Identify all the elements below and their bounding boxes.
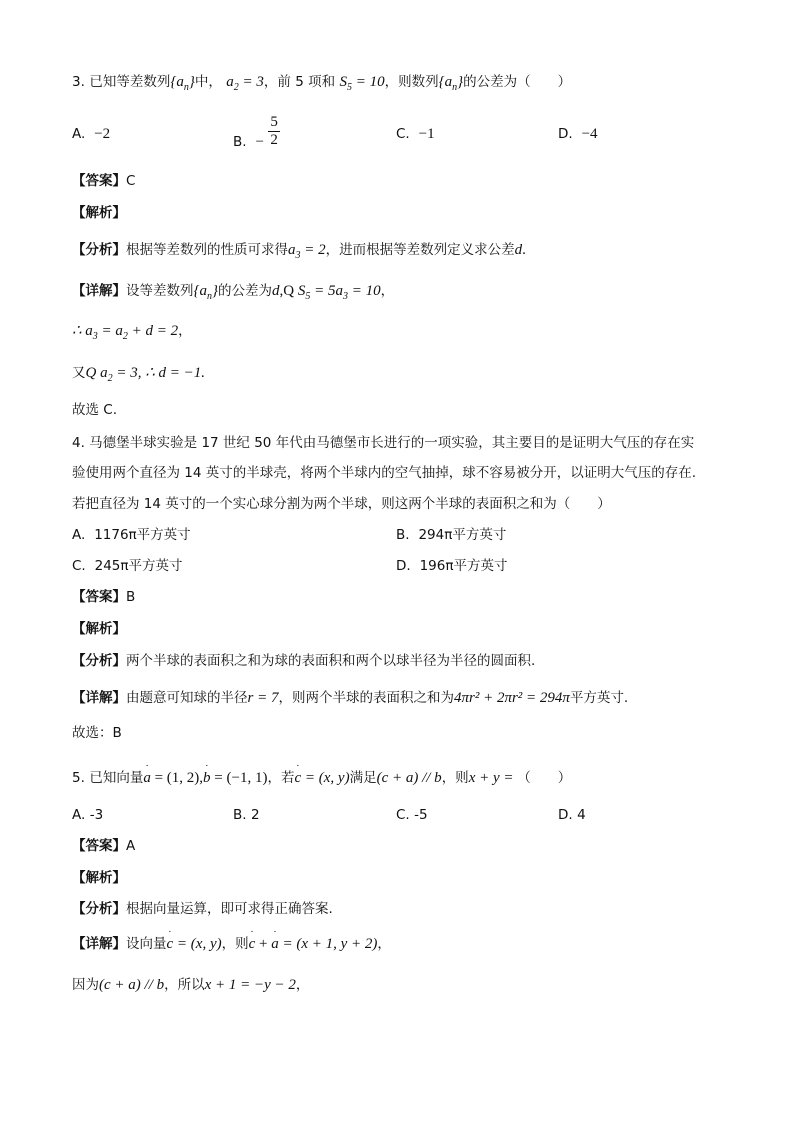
vector-c: ˙ c <box>294 768 301 788</box>
q3-detail-line3: 又Q $a_2 = 3$, ∴ d = −1. <box>72 365 206 384</box>
q5-fenxi: 【分析】根据向量运算，即可求得正确答案. <box>72 901 333 917</box>
q5-detail-line2: 因为(c + a) // b，所以x + 1 = −y − 2， <box>72 977 310 993</box>
q3-option-a[interactable]: A. −2 <box>72 126 111 142</box>
q3-choose: 故选 C. <box>72 402 118 418</box>
q5-option-a[interactable]: A. -3 <box>72 807 104 823</box>
q3-sequence: $\{a_n\}$ <box>170 74 195 93</box>
q5-stem: 5. 已知向量˙ a = (1, 2),˙ b = (−1, 1)，若˙ c = (x, y)满足(c + a) // b，则x + y = （ ） <box>72 768 571 788</box>
q5-analysis-heading: 【解析】 <box>72 870 126 886</box>
q3-answer: 【答案】C <box>72 173 136 189</box>
q3-detail-line2: ∴ $a_3 = a_2 + d = 2$， <box>72 323 192 342</box>
q5-option-d[interactable]: D. 4 <box>558 807 586 823</box>
q3-option-b-fraction: $\frac{5}{2}$ <box>270 114 278 148</box>
q3-detail-line1: 【详解】设等差数列$\{a_n\}$的公差为d,Q $S_5 = 5a_3 = 10$， <box>72 283 395 302</box>
q3-number: 3. <box>72 74 85 90</box>
q4-option-d[interactable]: D. 196π平方英寸 <box>396 558 508 574</box>
q5-option-c[interactable]: C. -5 <box>396 807 428 823</box>
q3-stem: 3. 已知等差数列$\{a_n\}$中， $a_2 = 3$，前 5 项和 $S_5 = 10$，则数列$\{a_n\}$的公差为（ ） <box>72 74 572 93</box>
q4-stem-line2: 验使用两个直径为 14 英寸的半球壳，将两个半球内的空气抽掉，球不容易被分开，以证明大气压的存在. <box>72 465 697 481</box>
q3-option-d[interactable]: D. −4 <box>558 126 598 142</box>
q5-option-b[interactable]: B. 2 <box>233 807 260 823</box>
q3-analysis-heading: 【解析】 <box>72 205 126 221</box>
q4-option-b[interactable]: B. 294π平方英寸 <box>396 527 507 543</box>
q4-fenxi: 【分析】两个半球的表面积之和为球的表面积和两个以球半径为半径的圆面积. <box>72 653 536 669</box>
vector-b: ˙ b <box>203 768 211 788</box>
q4-answer: 【答案】B <box>72 589 136 605</box>
q4-choose: 故选：B <box>72 725 122 741</box>
q4-detail: 【详解】由题意可知球的半径r = 7，则两个半球的表面积之和为4πr² + 2πr² = 294π平方英寸. <box>72 690 629 706</box>
q4-analysis-heading: 【解析】 <box>72 621 126 637</box>
q3-option-c[interactable]: C. −1 <box>396 126 435 142</box>
q3-option-b[interactable]: B. − $\frac{5}{2}$ <box>233 114 278 150</box>
q4-option-a[interactable]: A. 1176π平方英寸 <box>72 527 191 543</box>
q4-stem-line3: 若把直径为 14 英寸的一个实心球分割为两个半球，则这两个半球的表面积之和为（ ） <box>72 496 611 512</box>
q3-condition-a2: $a_2 = 3$ <box>226 74 264 93</box>
q5-detail-line1: 【详解】设向量˙ c = (x, y)，则˙ c + ˙ a = (x + 1, y + 2)， <box>72 934 391 954</box>
q5-answer: 【答案】A <box>72 838 136 854</box>
q4-option-c[interactable]: C. 245π平方英寸 <box>72 558 183 574</box>
q3-condition-s5: $S_5 = 10$ <box>339 74 385 93</box>
q3-fenxi: 【分析】根据等差数列的性质可求得$a_3 = 2$，进而根据等差数列定义求公差d. <box>72 242 526 261</box>
q4-stem-line1: 4. 马德堡半球实验是 17 世纪 50 年代由马德堡市长进行的一项实验，其主要目的是证明大气压的存在实 <box>72 435 695 451</box>
vector-a: ˙ a <box>143 768 151 788</box>
